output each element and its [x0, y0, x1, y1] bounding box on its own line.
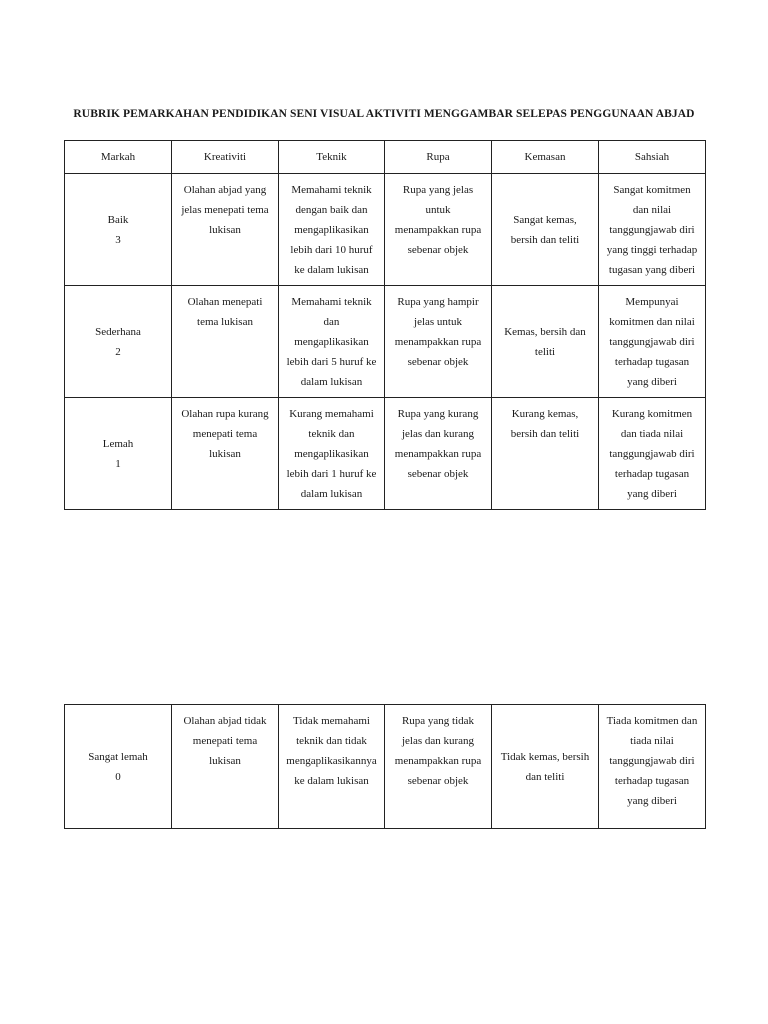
cell-text-line: Kurang memahami — [289, 408, 374, 420]
mark-cell — [65, 286, 172, 398]
cell-text-line: terhadap tugasan — [614, 356, 690, 368]
cell-text-line: ke dalam lukisan — [294, 775, 369, 787]
mark-value: 3 — [115, 233, 121, 246]
cell-text-line: lukisan — [209, 755, 241, 767]
cell-text-line: mengaplikasikan — [294, 224, 369, 236]
kemasan-cell — [492, 398, 599, 510]
header-sahsiah: Sahsiah — [599, 141, 706, 174]
cell-text-line: ke dalam lukisan — [294, 264, 369, 276]
cell-text-line: dengan baik dan — [295, 204, 368, 216]
cell-text-line: Rupa yang tidak — [401, 715, 475, 727]
cell-text-line: tanggungjawab diri — [609, 755, 695, 767]
kemasan-cell — [492, 174, 599, 286]
sahsiah-cell — [599, 286, 706, 398]
cell-text-line: tiada nilai — [630, 735, 674, 747]
mark-cell — [65, 398, 172, 510]
sahsiah-cell — [599, 705, 706, 829]
cell-text-line: menampakkan rupa — [394, 448, 482, 460]
cell-text-line: menepati tema — [192, 428, 258, 440]
header-kemasan: Kemasan — [492, 141, 599, 174]
cell-text-line: mengaplikasikan — [294, 336, 369, 348]
cell-text-line: jelas menepati tema — [181, 204, 269, 216]
cell-text-line: bersih dan teliti — [510, 233, 580, 246]
cell-text-line: yang tinggi terhadap — [606, 244, 698, 256]
rubric-table — [64, 140, 706, 510]
cell-text-line: Memahami teknik — [291, 296, 372, 308]
cell-text-line: Rupa yang jelas — [402, 184, 474, 196]
cell-text-line: dalam lukisan — [300, 376, 363, 388]
table-row — [65, 286, 706, 398]
kreativiti-cell — [172, 286, 279, 398]
cell-text-line: dan — [323, 316, 340, 328]
teknik-cell — [279, 174, 385, 286]
cell-text-line: Olahan abjad yang — [183, 184, 267, 196]
kemasan-cell — [492, 705, 599, 829]
cell-text-line: teliti — [534, 345, 556, 358]
sahsiah-cell — [599, 398, 706, 510]
cell-text-line: lebih dari 5 huruf ke — [286, 356, 377, 368]
cell-text-line: yang diberi — [627, 795, 677, 807]
mark-value: 2 — [115, 345, 121, 358]
sahsiah-cell — [599, 174, 706, 286]
cell-text-line: tanggungjawab diri — [609, 224, 695, 236]
cell-text-line: Olahan abjad tidak — [183, 715, 267, 727]
cell-text-line: Memahami teknik — [291, 184, 372, 196]
header-row — [65, 141, 706, 174]
cell-text-line: dalam lukisan — [300, 488, 363, 500]
mark-cell — [65, 174, 172, 286]
mark-value: 0 — [115, 770, 121, 783]
table-row — [65, 174, 706, 286]
cell-text-line: tanggungjawab diri — [609, 448, 695, 460]
kreativiti-cell — [172, 174, 279, 286]
kreativiti-cell — [172, 398, 279, 510]
cell-text-line: dan teliti — [525, 770, 565, 783]
cell-text-line: sebenar objek — [407, 244, 469, 256]
cell-text-line: lebih dari 1 huruf ke — [286, 468, 377, 480]
rupa-cell — [385, 174, 492, 286]
cell-text-line: Tidak memahami — [293, 715, 370, 727]
cell-text-line: dan nilai — [632, 204, 672, 216]
cell-text-line: menepati tema — [192, 735, 258, 747]
cell-text-line: mengaplikasikannya — [286, 755, 377, 767]
mark-value: 1 — [115, 457, 121, 470]
cell-text-line: lebih dari 10 huruf — [290, 244, 373, 256]
header-markah: Markah — [65, 141, 172, 174]
document-title: RUBRIK PEMARKAHAN PENDIDIKAN SENI VISUAL AKTIVITI MENGGAMBAR SELEPAS PENGGUNAAN ABJAD — [73, 108, 695, 120]
cell-text-line: untuk — [425, 204, 451, 216]
cell-text-line: Kemas, bersih dan — [504, 325, 586, 338]
cell-text-line: tugasan yang diberi — [608, 264, 696, 276]
cell-text-line: lukisan — [209, 448, 241, 460]
header-kreativiti: Kreativiti — [172, 141, 279, 174]
header-rupa: Rupa — [385, 141, 492, 174]
cell-text-line: yang diberi — [627, 488, 677, 500]
cell-text-line: Tiada komitmen dan — [606, 715, 698, 727]
mark-cell — [65, 705, 172, 829]
rupa-cell — [385, 398, 492, 510]
cell-text-line: yang diberi — [627, 376, 677, 388]
cell-text-line: komitmen dan nilai — [609, 316, 695, 328]
cell-text-line: dan tiada nilai — [620, 428, 684, 440]
teknik-cell — [279, 286, 385, 398]
table-row — [65, 705, 706, 829]
cell-text-line: sebenar objek — [407, 356, 469, 368]
teknik-cell — [279, 705, 385, 829]
cell-text-line: Kurang komitmen — [611, 408, 693, 420]
cell-text-line: terhadap tugasan — [614, 775, 690, 787]
cell-text-line: Sangat komitmen — [613, 184, 691, 196]
mark-name: Sangat lemah — [88, 750, 148, 763]
rubric-table-continued — [64, 704, 706, 829]
cell-text-line: Rupa yang kurang — [397, 408, 479, 420]
cell-text-line: tanggungjawab diri — [609, 336, 695, 348]
cell-text-line: bersih dan teliti — [510, 428, 580, 440]
mark-name: Sederhana — [95, 325, 141, 338]
cell-text-line: Olahan menepati — [187, 296, 263, 308]
cell-text-line: menampakkan rupa — [394, 755, 482, 767]
kreativiti-cell — [172, 705, 279, 829]
cell-text-line: Tidak kemas, bersih — [500, 750, 590, 763]
rupa-cell — [385, 705, 492, 829]
cell-text-line: sebenar objek — [407, 468, 469, 480]
cell-text-line: Mempunyai — [625, 296, 679, 308]
cell-text-line: menampakkan rupa — [394, 224, 482, 236]
cell-text-line: menampakkan rupa — [394, 336, 482, 348]
cell-text-line: lukisan — [209, 224, 241, 236]
cell-text-line: teknik dan tidak — [296, 735, 367, 747]
cell-text-line: terhadap tugasan — [614, 468, 690, 480]
cell-text-line: jelas dan kurang — [401, 428, 475, 440]
table-row — [65, 398, 706, 510]
cell-text-line: jelas dan kurang — [401, 735, 475, 747]
header-teknik: Teknik — [279, 141, 385, 174]
mark-name: Lemah — [102, 437, 134, 450]
mark-name: Baik — [107, 213, 129, 226]
cell-text-line: mengaplikasikan — [294, 448, 369, 460]
cell-text-line: sebenar objek — [407, 775, 469, 787]
rupa-cell — [385, 286, 492, 398]
cell-text-line: Kurang kemas, — [511, 408, 579, 420]
kemasan-cell — [492, 286, 599, 398]
cell-text-line: Rupa yang hampir — [397, 296, 479, 308]
cell-text-line: jelas untuk — [414, 316, 462, 328]
cell-text-line: teknik dan — [308, 428, 355, 440]
cell-text-line: Olahan rupa kurang — [181, 408, 269, 420]
cell-text-line: tema lukisan — [197, 316, 253, 328]
teknik-cell — [279, 398, 385, 510]
cell-text-line: Sangat kemas, — [513, 213, 577, 226]
